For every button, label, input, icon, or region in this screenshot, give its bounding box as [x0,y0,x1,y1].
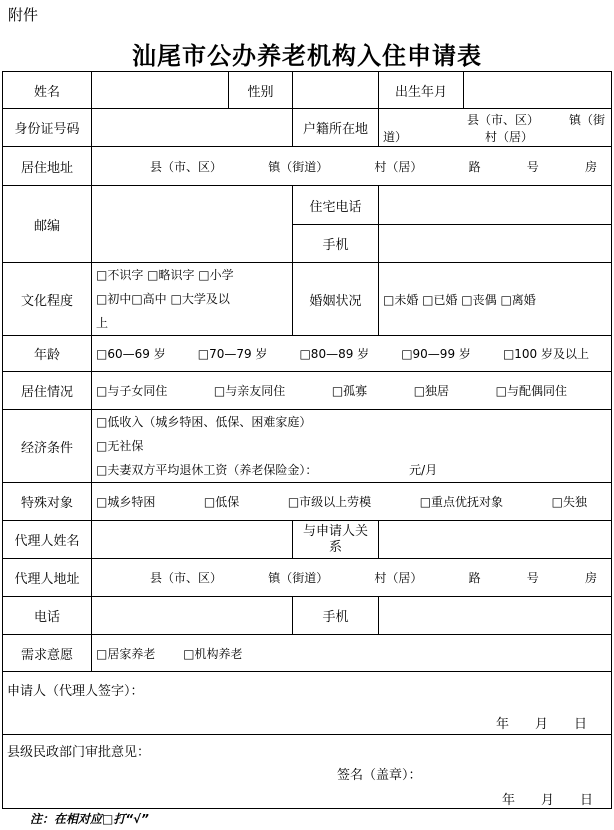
name-field[interactable] [92,72,229,109]
address-county: 县（市、区） [150,159,223,174]
address-town: 镇（街道） [268,159,329,174]
marriage-options[interactable]: □未婚 □已婚 □丧偶 □离婚 [379,263,612,336]
signature-label: 申请人（代理人签字）： [7,684,144,699]
name-label: 姓名 [3,72,92,109]
agent-name-label: 代理人姓名 [3,521,92,559]
footnote: 注：在相对应□打“√” [30,812,149,826]
agent-address-town: 镇（街道） [268,571,329,585]
living-option-alone[interactable]: □独居 [413,384,450,398]
special-option-dibao[interactable]: □低保 [203,495,240,509]
agent-address-county: 县（市、区） [150,571,223,585]
address-number: 号 [526,159,539,174]
id-number-field[interactable] [92,109,293,147]
living-label: 居住情况 [3,372,92,410]
gender-field[interactable] [293,72,379,109]
economy-option-pension[interactable] [96,458,607,482]
approval-label: 县级民政部门审批意见： [7,745,151,760]
age-option-90[interactable]: □90—99 岁 [401,347,471,361]
special-option-model-worker[interactable]: □市级以上劳模 [287,495,372,509]
special-options[interactable] [92,483,612,521]
address-road: 路 [468,159,481,174]
marriage-label: 婚姻状况 [293,263,379,336]
application-form [2,71,612,809]
special-label: 特殊对象 [3,483,92,521]
agent-address-road: 路 [468,571,481,585]
special-option-poverty[interactable]: □城乡特困 [96,495,156,509]
living-option-children[interactable]: □与子女同住 [96,384,168,398]
need-options[interactable] [92,635,612,672]
education-label: 文化程度 [3,263,92,336]
education-line-3: 上 [96,316,109,330]
postcode-label: 邮编 [3,186,92,263]
gender-label: 性别 [229,72,293,109]
address-village: 村（居） [374,159,423,174]
postcode-field[interactable] [92,186,293,263]
education-line-1: □不识字 □略识字 □小学 [96,268,234,282]
economy-option-no-insurance[interactable]: □无社保 [96,439,144,453]
living-option-relatives[interactable]: □与亲友同住 [213,384,286,398]
agent-address-number: 号 [526,571,539,585]
birth-field[interactable] [464,72,612,109]
agent-address-label: 代理人地址 [3,559,92,597]
mobile-label: 手机 [293,225,379,263]
agent-address-field[interactable] [92,559,612,597]
hukou-label: 户籍所在地 [293,109,379,147]
economy-option-low-income[interactable]: □低收入（城乡特困、低保、困难家庭） [96,415,312,429]
pension-text: □夫妻双方平均退休工资（养老保险金）： [96,463,318,477]
form-title: 汕尾市公办养老机构入住申请表 [132,41,482,70]
approval-date: 年 月 日 [501,793,593,808]
hukou-field[interactable] [379,109,612,147]
need-label: 需求意愿 [3,635,92,672]
hukou-line-2: 道） 村（居） [383,129,534,144]
living-option-alone-widowed[interactable]: □孤寡 [331,384,368,398]
signature-section[interactable] [3,672,612,735]
age-option-80[interactable]: □80—89 岁 [299,347,370,361]
relation-label: 与申请人关系 [293,521,379,559]
living-options[interactable] [92,372,612,410]
relation-field[interactable] [379,521,612,559]
hukou-line-1: 县（市、区） 镇（街 [466,112,605,127]
pension-unit: 元/月 [409,463,438,477]
mobile-field[interactable] [379,225,612,263]
mobile2-field[interactable] [379,597,612,635]
special-option-priority[interactable]: □重点优抚对象 [419,495,504,509]
address-label: 居住地址 [3,147,92,186]
birth-label: 出生年月 [379,72,464,109]
agent-name-field[interactable] [92,521,293,559]
age-options[interactable] [92,336,612,372]
seal-label: 签名（盖章）： [337,768,422,783]
phone-label: 电话 [3,597,92,635]
agent-address-village: 村（居） [374,571,423,585]
annex-label: 附件 [8,6,39,24]
address-room: 房 [584,159,597,174]
home-phone-label: 住宅电话 [293,186,379,225]
id-number-label: 身份证号码 [3,109,92,147]
approval-section[interactable] [3,735,612,809]
home-phone-field[interactable] [379,186,612,225]
age-option-100[interactable]: □100 岁及以上 [502,347,589,361]
economy-label: 经济条件 [3,410,92,483]
age-option-70[interactable]: □70—79 岁 [197,347,268,361]
special-option-lost-only-child[interactable]: □失独 [551,495,587,509]
phone-field[interactable] [92,597,293,635]
agent-address-room: 房 [584,571,597,585]
education-line-2: □初中□高中 □大学及以 [96,292,230,306]
economy-options[interactable] [92,410,612,483]
mobile2-label: 手机 [293,597,379,635]
need-option-home[interactable]: □居家养老 [96,646,156,661]
address-field[interactable] [92,147,612,186]
age-option-60[interactable]: □60—69 岁 [96,347,166,361]
living-option-spouse[interactable]: □与配偶同住 [495,384,567,398]
age-label: 年龄 [3,336,92,372]
education-options[interactable] [92,263,293,336]
need-option-institution[interactable]: □机构养老 [183,646,243,661]
signature-date: 年 月 日 [495,717,587,732]
